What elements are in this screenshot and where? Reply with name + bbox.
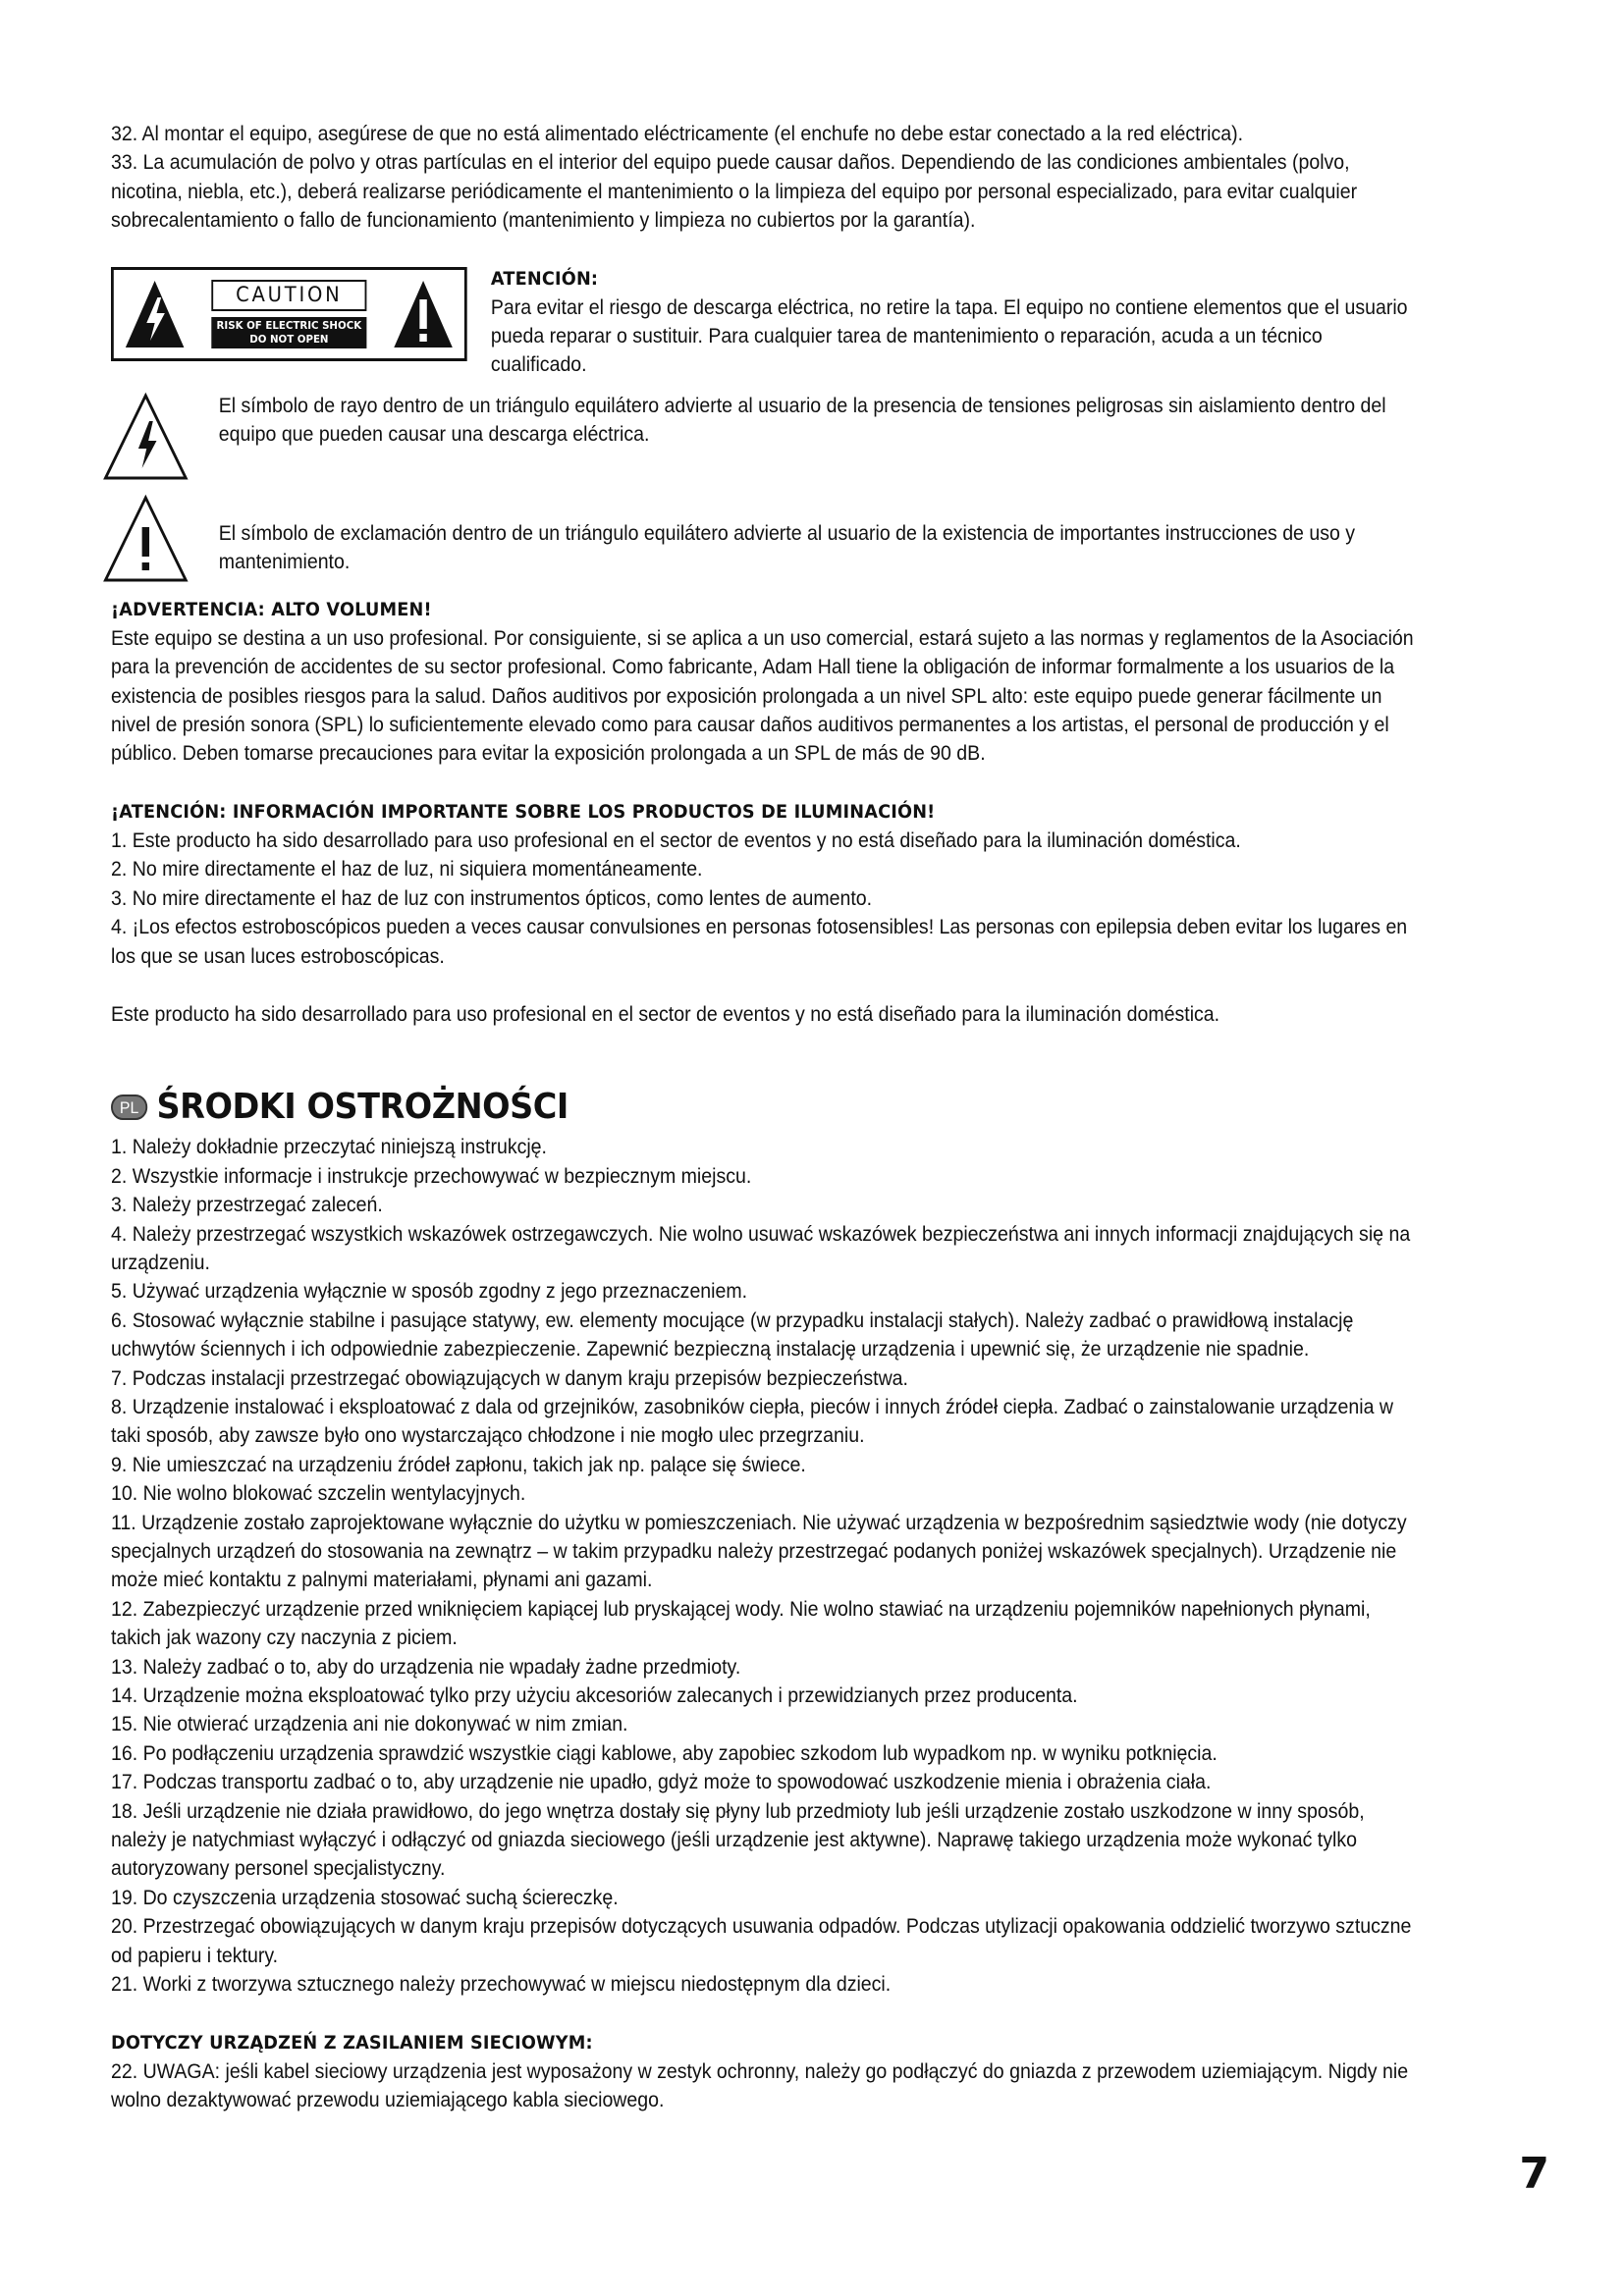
pl-item-14: 14. Urządzenie można eksploatować tylko przy użyciu akcesoriów zalecanych i przewidzianych przez producenta. [111,1684,1078,1708]
pl-section-header [111,1086,1415,1129]
caution-line-1: RISK OF ELECTRIC SHOCK [216,318,362,332]
pl-item-3: 3. Należy przestrzegać zaleceń. [111,1194,383,1217]
pl-item-2: 2. Wszystkie informacje i instrukcje przechowywać w bezpiecznym miejscu. [111,1164,752,1188]
pl-item-4: 4. Należy przestrzegać wszystkich wskazówek ostrzegawczych. Nie wolno usuwać wskazówek bezpieczeństwa ani innych informacji znajdujących się na urządzeniu. [111,1222,1411,1274]
lightning-symbol-row [111,392,1415,482]
es-item-33: 33. La acumulación de polvo y otras partículas en el interior del equipo puede causar daños. Dependiendo de las condiciones ambientales (polvo, nicotina, niebla, etc.), deberá realizarse periódicamente el mantenimiento o la limpieza del equipo por personal especializado, para evitar cualquier sobrecalentamiento o fallo de funcionamiento (mantenimiento y limpieza no cubiertos por la garantía). [111,151,1358,233]
pl-item-17: 17. Podczas transportu zadbać o to, aby urządzenie nie upadło, gdyż może to spowodować uszkodzenie mienia i obrażenia ciała. [111,1771,1212,1794]
page-number: 7 [1519,2149,1549,2199]
lighting-item-1: 1. Este producto ha sido desarrollado para uso profesional en el sector de eventos y no está diseñado para la iluminación doméstica. [111,828,1241,852]
pl-item-13: 13. Należy zadbać o to, aby do urządzenia nie wpadały żadne przedmioty. [111,1655,741,1679]
pl-item-10: 10. Nie wolno blokować szczelin wentylacyjnych. [111,1482,526,1506]
caution-center [211,280,366,348]
pl-item-5: 5. Używać urządzenia wyłącznie w sposób zgodny z jego przeznaczeniem. [111,1280,748,1304]
pl-item-7: 7. Podczas instalacji przestrzegać obowiązujących w danym kraju przepisów bezpieczeństwa. [111,1366,908,1390]
pl-item-11: 11. Urządzenie zostało zaprojektowane wyłącznie do użytku w pomieszczeniach. Nie używać urządzenia w bezpośrednim sąsiedztwie wody (nie dotyczy specjalnych urządzeń do stosowania na zewnątrz – w takim przypadku należy przestrzegać podanych poniżej wskazówek specjalnych). Urządzenie nie może mieć kontaktu z palnymi materiałami, płynami ani gazami. [111,1511,1407,1592]
es-item-32: 32. Al montar el equipo, asegúrese de que no está alimentado eléctricamente (el enchufe no debe estar conectado a la red eléctrica). [111,123,1243,145]
pl-item-9: 9. Nie umieszczać na urządzeniu źródeł zapłonu, takich jak np. palące się świece. [111,1453,806,1476]
lightning-triangle-icon [102,392,189,482]
pl-item-19: 19. Do czyszczenia urządzenia stosować suchą ściereczkę. [111,1886,619,1909]
pl-item-15: 15. Nie otwierać urządzenia ani nie dokonywać w nim zmian. [111,1713,628,1736]
pl-item-18: 18. Jeśli urządzenie nie działa prawidłowo, do jego wnętrza dostały się płyny lub przedmioty lub jeśli urządzenie zostało uszkodzone w inny sposób, należy je natychmiast wyłączyć i odłączyć od gniazda sieciowego (jeśli urządzenie jest aktywne). Naprawę takiego urządzenia może wykonać tylko autoryzowany personel specjalistyczny. [111,1799,1365,1881]
pl-item-8: 8. Urządzenie instalować i eksploatować z dala od grzejników, zasobników ciepła, pieców i innych źródeł ciepła. Zadbać o zainstalowanie urządzenia w taki sposób, aby zawsze było ono wystarczająco chłodzone i nie mogło ulec przegrzaniu. [111,1395,1393,1448]
atencion-block [491,265,1413,380]
document-page [111,120,1415,2114]
atencion-text: Para evitar el riesgo de descarga eléctrica, no retire la tapa. El equipo no contiene elementos que el usuario pueda reparar o sustituir. Para cualquier tarea de mantenimiento o reparación, acuda a un técnico cualificado. [490,295,1408,377]
lighting-closing: Este producto ha sido desarrollado para uso profesional en el sector de eventos y no está diseñado para la iluminación doméstica. [111,1002,1220,1026]
pl-item-6: 6. Stosować wyłącznie stabilne i pasujące statywy, ew. elementy mocujące (w przypadku instalacji stałych). Należy zadbać o prawidłową instalację uchwytów ściennych i ich odpowiednie zabezpieczenie. Zapewnić bezpieczną instalację urządzenia i upewnić się, że urządzenie nie spadnie. [111,1308,1354,1362]
caution-row [111,265,1415,380]
pl-item-21: 21. Worki z tworzywa sztucznego należy przechowywać w miejscu niedostępnym dla dzieci. [111,1973,892,1997]
pl-section-title: ŚRODKI OSTROŻNOŚCI [156,1087,568,1128]
caution-subtitle [211,317,366,348]
lighting-heading: ¡ATENCIÓN: INFORMACIÓN IMPORTANTE SOBRE LOS PRODUCTOS DE ILUMINACIÓN! [111,800,936,823]
exclamation-symbol-text: El símbolo de exclamación dentro de un triángulo equilátero advierte al usuario de la existencia de importantes instrucciones de uso y mantenimiento. [218,521,1356,574]
high-voltage-warning-icon [123,278,187,350]
lighting-item-3: 3. No mire directamente el haz de luz con instrumentos ópticos, como lentes de aumento. [111,886,873,910]
volume-warning-heading: ¡ADVERTENCIA: ALTO VOLUMEN! [111,598,432,620]
lighting-item-2: 2. No mire directamente el haz de luz, ni siquiera momentáneamente. [111,858,703,881]
caution-title: CAUTION [211,280,366,311]
pl-item-22: 22. UWAGA: jeśli kabel sieciowy urządzenia jest wyposażony w zestyk ochronny, należy go podłączyć do gniazda z przewodem uziemiającym. Nigdy nie wolno dezaktywować przewodu uziemiającego kabla sieciowego. [111,2059,1409,2111]
language-badge-pl: PL [111,1095,147,1120]
caution-label [111,267,467,361]
exclamation-warning-icon [392,278,456,350]
mains-heading: DOTYCZY URZĄDZEŃ Z ZASILANIEM SIECIOWYM: [111,2031,593,2054]
pl-item-20: 20. Przestrzegać obowiązujących w danym kraju przepisów dotyczących usuwania odpadów. Podczas utylizacji opakowania oddzielić tworzywo sztuczne od papieru i tektury. [111,1915,1412,1967]
caution-line-2: DO NOT OPEN [249,332,329,346]
pl-item-12: 12. Zabezpieczyć urządzenie przed wniknięciem kapiącej lub pryskającej wody. Nie wolno stawiać na urządzeniu pojemników napełnionych płynami, takich jak wazony czy naczynia z piciem. [111,1597,1371,1650]
exclamation-symbol-row [111,494,1415,584]
pl-item-1: 1. Należy dokładnie przeczytać niniejszą instrukcję. [111,1136,547,1159]
exclamation-triangle-icon [102,494,189,584]
atencion-heading: ATENCIÓN: [490,267,599,290]
volume-warning-text: Este equipo se destina a un uso profesional. Por consiguiente, si se aplica a un uso comercial, estará sujeto a las normas y reglamentos de la Asociación para la prevención de accidentes de su sector profesional. Como fabricante, Adam Hall tiene la obligación de informar formalmente a los usuarios de la existencia de posibles riesgos para la salud. Daños auditivos por exposición prolongada a un nivel SPL alto: este equipo puede generar fácilmente un nivel de presión sonora (SPL) lo suficientemente elevado como para causar daños auditivos permanentes a los artistas, el personal de producción y el público. Deben tomarse precauciones para evitar la exposición prolongada a un SPL de más de 90 dB. [111,626,1414,766]
lightning-symbol-text: El símbolo de rayo dentro de un triángulo equilátero advierte al usuario de la presencia de tensiones peligrosas sin aislamiento dentro del equipo que pueden causar una descarga eléctrica. [218,394,1386,447]
lighting-item-4: 4. ¡Los efectos estroboscópicos pueden a veces causar convulsiones en personas fotosensibles! Las personas con epilepsia deben evitar los lugares en los que se usan luces estroboscópicas. [111,916,1408,968]
pl-item-16: 16. Po podłączeniu urządzenia sprawdzić wszystkie ciągi kablowe, aby zapobiec szkodom lub wypadkom np. w wyniku potknięcia. [111,1741,1218,1765]
